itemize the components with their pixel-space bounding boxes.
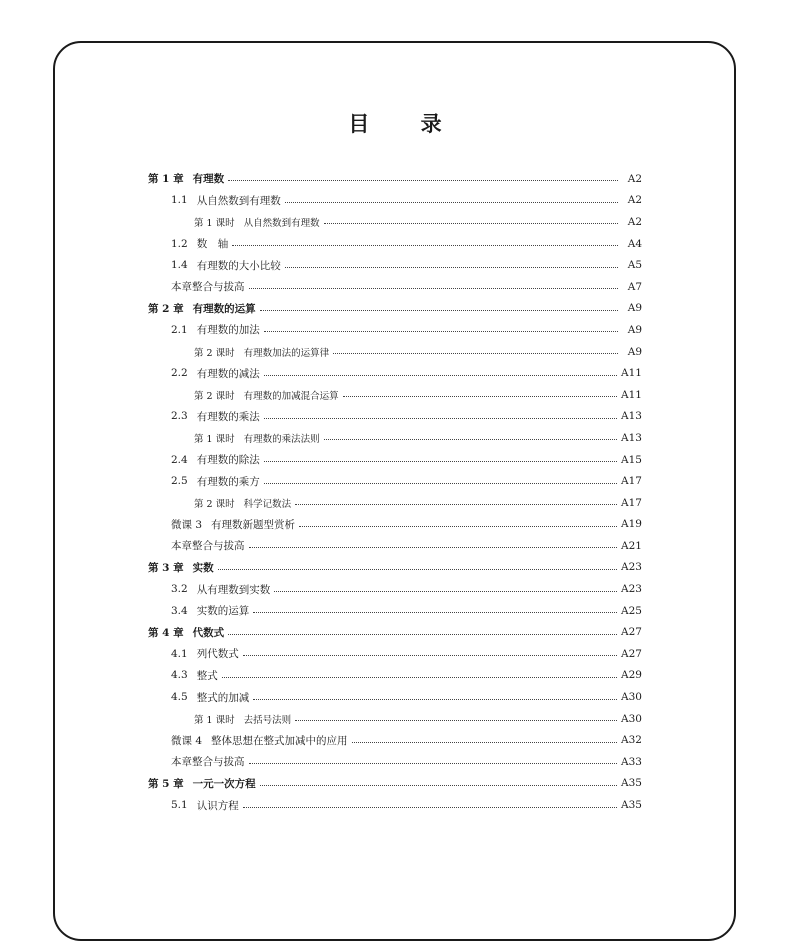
toc-entry-page: A13 (621, 431, 642, 444)
toc-entry-number: 2.3 (171, 410, 188, 423)
toc-entry-page: A33 (621, 755, 642, 768)
dot-leader (285, 202, 618, 203)
dot-leader (260, 310, 618, 311)
toc-entry-page: A7 (627, 280, 642, 293)
toc-entry-number: 第 1 课时 (194, 714, 235, 726)
toc-entry-page: A2 (627, 172, 642, 185)
toc-entry-page: A21 (621, 539, 642, 552)
toc-entry[interactable] (148, 686, 642, 708)
toc-title: 目 录 (348, 111, 464, 136)
toc-entry[interactable] (148, 254, 642, 276)
toc-entry-label: 有理数的乘法 (196, 410, 260, 423)
toc-entry-page: A23 (621, 561, 642, 574)
toc-entry-number: 微课 4 (171, 734, 203, 747)
toc-entry-page: A9 (627, 302, 642, 315)
dot-leader (243, 807, 617, 808)
dot-leader (264, 375, 617, 376)
dot-leader (249, 288, 619, 289)
toc-entry-number: 1.4 (171, 259, 188, 272)
toc-entry-page: A15 (621, 453, 642, 466)
toc-entry[interactable] (148, 384, 642, 406)
toc-entry-page: A13 (621, 410, 642, 423)
toc-entry-page: A30 (621, 691, 642, 704)
toc-chapter-entry[interactable] (148, 621, 642, 643)
toc-entry-number: 第 2 章 (148, 302, 184, 315)
dot-leader (285, 267, 618, 268)
toc-entry-label: 整式 (196, 669, 218, 682)
toc-entry-number: 1.1 (171, 194, 188, 207)
toc-entry[interactable] (148, 665, 642, 687)
toc-entry[interactable] (148, 643, 642, 665)
dot-leader (260, 785, 617, 786)
dot-leader (264, 418, 617, 419)
toc-entry-page: A9 (627, 345, 642, 358)
dot-leader (249, 547, 618, 548)
toc-entry[interactable] (148, 492, 642, 514)
toc-chapter-entry[interactable] (148, 557, 642, 579)
toc-entry-label: 列代数式 (196, 648, 239, 661)
toc-entry-label: 有理数的大小比较 (196, 259, 281, 272)
toc-entry-number: 第 2 课时 (194, 498, 235, 510)
toc-entry-page: A27 (621, 626, 642, 639)
toc-entry-number: 第 4 章 (148, 626, 184, 639)
toc-entry-number: 第 3 章 (148, 561, 184, 574)
toc-entry-label: 有理数的加减混合运算 (243, 390, 339, 402)
dot-leader (232, 245, 618, 246)
toc-entry-label: 去括号法则 (243, 714, 292, 726)
dot-leader (274, 591, 617, 592)
toc-entry-number: 第 1 课时 (194, 433, 235, 445)
toc-entry[interactable] (148, 751, 642, 773)
toc-entry-label: 本章整合与拔高 (171, 756, 245, 769)
toc-entry-number: 微课 3 (171, 518, 203, 531)
toc-entry[interactable] (148, 427, 642, 449)
dot-leader (324, 223, 618, 224)
dot-leader (253, 612, 617, 613)
toc-entry-page: A5 (627, 259, 642, 272)
dot-leader (222, 677, 617, 678)
toc-entry-label: 从自然数到有理数 (243, 217, 320, 229)
toc-entry-label: 有理数的乘方 (196, 475, 260, 488)
toc-entry[interactable] (148, 600, 642, 622)
toc-entry-page: A4 (627, 237, 642, 250)
toc-entry[interactable] (148, 449, 642, 471)
toc-entry-label: 科学记数法 (243, 498, 292, 510)
toc-chapter-entry[interactable] (148, 773, 642, 795)
toc-entry-page: A17 (621, 496, 642, 509)
dot-leader (264, 461, 617, 462)
toc-entry-page: A29 (621, 669, 642, 682)
toc-entry-page: A23 (621, 583, 642, 596)
toc-entry-number: 第 2 课时 (194, 390, 235, 402)
dot-leader (218, 569, 617, 570)
toc-entry-number: 4.3 (171, 669, 188, 682)
toc-entry-label: 实数 (192, 561, 214, 574)
toc-entry[interactable] (148, 190, 642, 212)
toc-entry-label: 有理数新题型赏析 (211, 518, 296, 531)
toc-entry-number: 4.5 (171, 691, 188, 704)
toc-entry-number: 2.5 (171, 475, 188, 488)
toc-entry-page: A11 (621, 388, 642, 401)
toc-entry-number: 第 5 章 (148, 777, 184, 790)
toc-entry-number: 2.4 (171, 453, 188, 466)
dot-leader (228, 180, 618, 181)
toc-entry-number: 5.1 (171, 799, 188, 812)
toc-entry-page: A30 (621, 712, 642, 725)
toc-entry-page: A11 (621, 367, 642, 380)
toc-entry-label: 有理数的运算 (192, 302, 256, 315)
dot-leader (333, 353, 618, 354)
toc-entry-label: 有理数 (192, 173, 225, 186)
toc-entry[interactable] (148, 794, 642, 816)
toc-entry-label: 整式的加减 (196, 691, 250, 704)
toc-entry-number: 1.2 (171, 237, 188, 250)
toc-entry-label: 实数的运算 (196, 605, 250, 618)
dot-leader (295, 504, 617, 505)
toc-entry-number: 第 2 课时 (194, 347, 235, 359)
dot-leader (228, 634, 617, 635)
toc-entry-number: 第 1 课时 (194, 217, 235, 229)
toc-entry-label: 有理数的除法 (196, 454, 260, 467)
toc-entry-number: 第 1 章 (148, 173, 184, 186)
toc-chapter-entry[interactable] (148, 168, 642, 190)
toc-entry-page: A17 (621, 475, 642, 488)
toc-entry-number: 3.4 (171, 604, 188, 617)
toc-entry[interactable] (148, 729, 642, 751)
toc-chapter-entry[interactable] (148, 298, 642, 320)
toc-entry-label: 从有理数到实数 (196, 583, 271, 596)
toc-entry-page: A2 (627, 215, 642, 228)
toc-entry-number: 4.1 (171, 647, 188, 660)
toc-entry[interactable] (148, 708, 642, 730)
toc-entry[interactable] (148, 406, 642, 428)
dot-leader (264, 331, 618, 332)
toc-list (148, 168, 642, 816)
dot-leader (343, 396, 617, 397)
toc-entry[interactable] (148, 211, 642, 233)
dot-leader (249, 763, 618, 764)
toc-entry[interactable] (148, 362, 642, 384)
toc-entry-label: 有理数的减法 (196, 367, 260, 380)
toc-entry-label: 有理数加法的运算律 (243, 347, 330, 359)
toc-entry[interactable] (148, 341, 642, 363)
toc-entry-page: A2 (627, 194, 642, 207)
dot-leader (352, 742, 618, 743)
toc-entry-page: A35 (621, 777, 642, 790)
toc-entry[interactable] (148, 470, 642, 492)
toc-entry[interactable] (148, 276, 642, 298)
toc-entry-page: A19 (621, 518, 642, 531)
toc-entry-number: 2.1 (171, 323, 188, 336)
dot-leader (324, 439, 617, 440)
dot-leader (295, 720, 617, 721)
toc-entry-label: 一元一次方程 (192, 777, 256, 790)
toc-entry-number: 2.2 (171, 367, 188, 380)
dot-leader (299, 526, 617, 527)
toc-entry[interactable] (148, 514, 642, 536)
toc-entry-label: 本章整合与拔高 (171, 540, 245, 553)
toc-entry-label: 本章整合与拔高 (171, 281, 245, 294)
dot-leader (253, 699, 617, 700)
toc-entry[interactable] (148, 578, 642, 600)
toc-entry-label: 从自然数到有理数 (196, 194, 281, 207)
toc-entry-label: 代数式 (192, 626, 225, 639)
toc-entry-label: 有理数的乘法法则 (243, 433, 320, 445)
toc-entry-label: 整体思想在整式加减中的应用 (211, 734, 348, 747)
toc-entry-page: A35 (621, 799, 642, 812)
toc-entry-page: A32 (621, 734, 642, 747)
toc-entry[interactable] (148, 319, 642, 341)
toc-entry-number: 3.2 (171, 583, 188, 596)
toc-entry-label: 数 轴 (196, 238, 229, 251)
toc-entry-page: A27 (621, 647, 642, 660)
dot-leader (243, 655, 617, 656)
toc-entry-label: 有理数的加法 (196, 324, 260, 337)
toc-entry[interactable] (148, 535, 642, 557)
toc-entry[interactable] (148, 233, 642, 255)
toc-entry-page: A25 (621, 604, 642, 617)
toc-entry-page: A9 (627, 323, 642, 336)
toc-entry-label: 认识方程 (196, 799, 239, 812)
dot-leader (264, 483, 617, 484)
